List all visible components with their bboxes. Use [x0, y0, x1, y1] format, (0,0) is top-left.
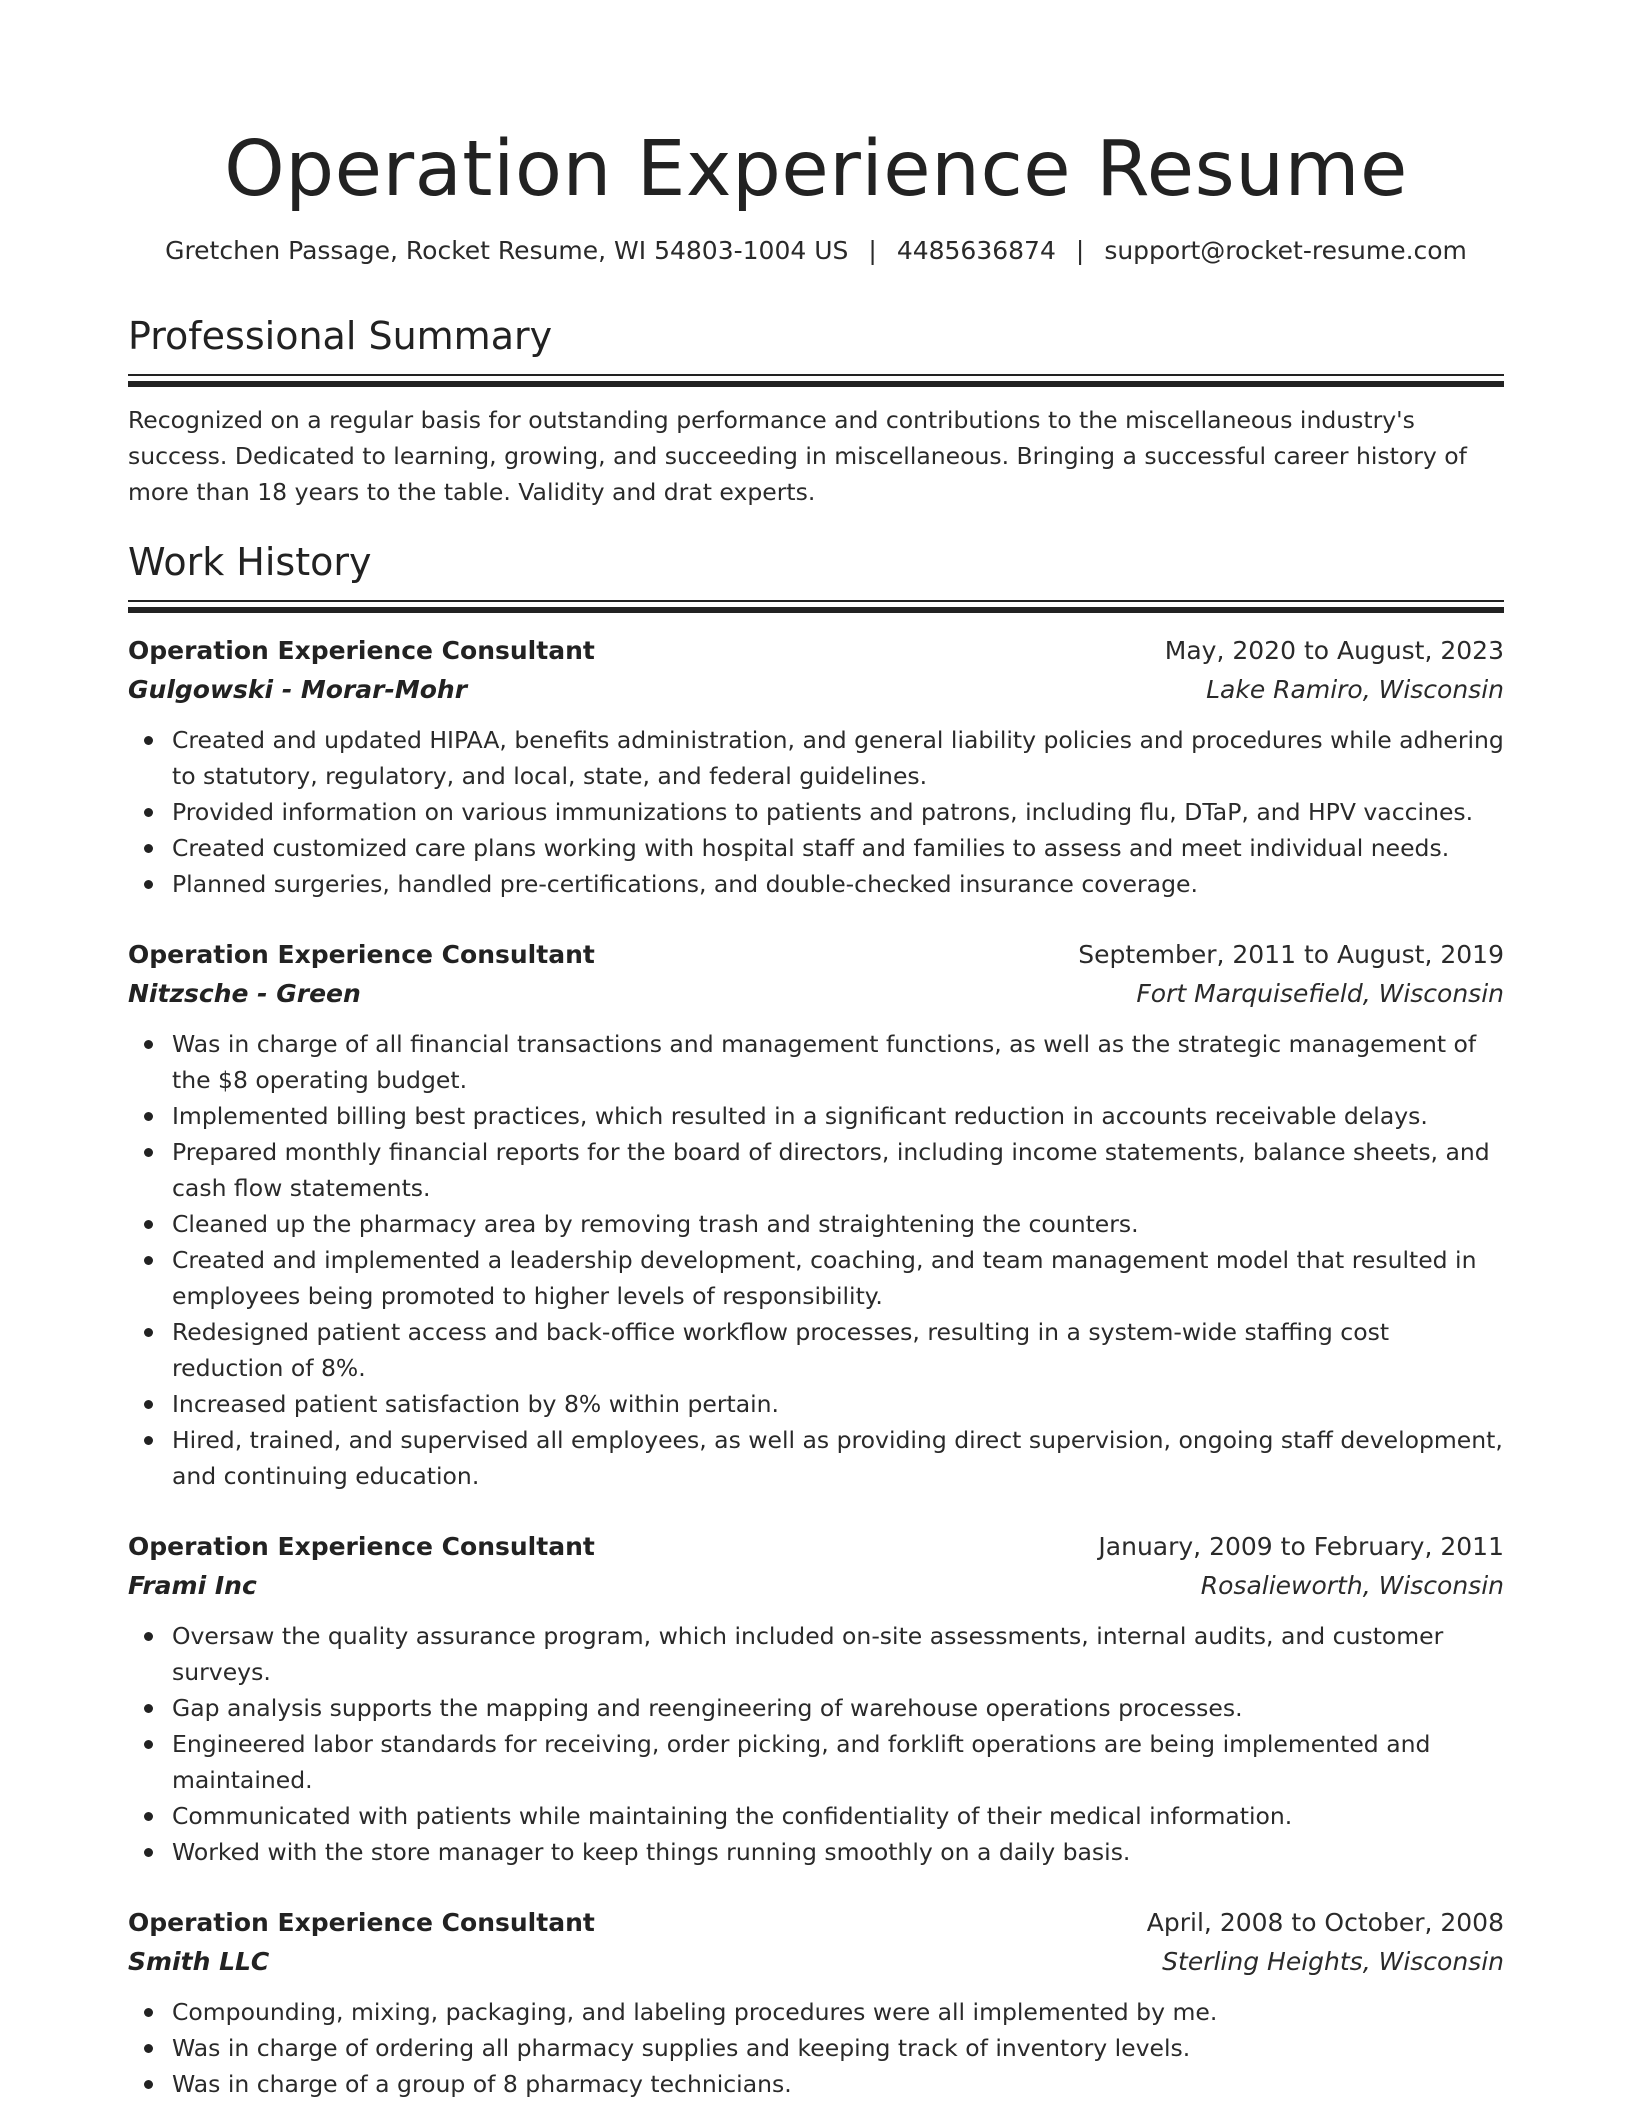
- job-company: Smith LLC: [128, 1947, 270, 1976]
- job-bullet-list: [128, 1994, 1504, 2102]
- resume-page: [128, 0, 1504, 2102]
- job-dates: April, 2008 to October, 2008: [1146, 1908, 1504, 1937]
- section-divider: [128, 374, 1504, 386]
- section-heading-summary: Professional Summary: [128, 314, 553, 358]
- job-bullet: Provided information on various immunizations to patients and patrons, including flu, DTaP, and HPV vaccines.: [172, 794, 1504, 830]
- job-dates: May, 2020 to August, 2023: [1164, 636, 1504, 665]
- job-entry: [128, 936, 1504, 1494]
- job-location: Lake Ramiro, Wisconsin: [1206, 675, 1504, 704]
- contact-line: [128, 234, 1504, 268]
- summary-text: Recognized on a regular basis for outstanding performance and contributions to the miscellaneous industry's success. Dedicated to learning, growing, and succeeding in miscellaneous. Bringing a successful career history of more than 18 years to the table. Validity and drat experts.: [128, 406, 1467, 506]
- job-bullet-list: [128, 1026, 1504, 1494]
- contact-address: Gretchen Passage, Rocket Resume, WI 54803-1004 US: [165, 236, 849, 265]
- section-divider: [128, 600, 1504, 612]
- contact-separator: |: [868, 236, 877, 265]
- job-bullet: Planned surgeries, handled pre-certifications, and double-checked insurance coverage.: [172, 866, 1504, 902]
- job-title: Operation Experience Consultant: [128, 1532, 595, 1561]
- job-bullet: Cleaned up the pharmacy area by removing trash and straightening the counters.: [172, 1206, 1504, 1242]
- job-location: Rosalieworth, Wisconsin: [1200, 1571, 1504, 1600]
- section-heading-work-history: Work History: [128, 540, 372, 584]
- job-bullet: Engineered labor standards for receiving, order picking, and forklift operations are being implemented and maintained.: [172, 1726, 1504, 1798]
- resume-title: Operation Experience Resume: [224, 125, 1408, 214]
- job-bullet: Communicated with patients while maintaining the confidentiality of their medical information.: [172, 1798, 1504, 1834]
- job-entry: [128, 1528, 1504, 1870]
- job-bullet: Was in charge of ordering all pharmacy supplies and keeping track of inventory levels.: [172, 2030, 1504, 2066]
- job-bullet-list: [128, 1618, 1504, 1870]
- job-bullet-list: [128, 722, 1504, 902]
- professional-summary-section: [128, 312, 1504, 510]
- job-dates: September, 2011 to August, 2019: [1078, 940, 1504, 969]
- job-bullet: Created and updated HIPAA, benefits administration, and general liability policies and procedures while adhering to statutory, regulatory, and local, state, and federal guidelines.: [172, 722, 1504, 794]
- job-entry: [128, 1904, 1504, 2102]
- job-bullet: Increased patient satisfaction by 8% within pertain.: [172, 1386, 1504, 1422]
- contact-separator: |: [1075, 236, 1085, 265]
- job-bullet: Redesigned patient access and back-office workflow processes, resulting in a system-wide staffing cost reduction of 8%.: [172, 1314, 1504, 1386]
- work-history-section: [128, 538, 1504, 2102]
- job-title: Operation Experience Consultant: [128, 940, 595, 969]
- job-bullet: Oversaw the quality assurance program, which included on-site assessments, internal audits, and customer surveys.: [172, 1618, 1504, 1690]
- job-company: Frami Inc: [128, 1571, 257, 1600]
- job-bullet: Was in charge of all financial transactions and management functions, as well as the strategic management of the $8 operating budget.: [172, 1026, 1504, 1098]
- job-location: Sterling Heights, Wisconsin: [1162, 1947, 1504, 1976]
- contact-phone: 4485636874: [896, 236, 1056, 265]
- contact-email: support@rocket-resume.com: [1104, 236, 1467, 265]
- job-title: Operation Experience Consultant: [128, 636, 595, 665]
- job-entry: [128, 632, 1504, 902]
- job-title: Operation Experience Consultant: [128, 1908, 595, 1937]
- job-bullet: Hired, trained, and supervised all employees, as well as providing direct supervision, ongoing staff development, and continuing education.: [172, 1422, 1504, 1494]
- job-bullet: Implemented billing best practices, which resulted in a significant reduction in accounts receivable delays.: [172, 1098, 1504, 1134]
- job-bullet: Created customized care plans working with hospital staff and families to assess and meet individual needs.: [172, 830, 1504, 866]
- job-bullet: Gap analysis supports the mapping and reengineering of warehouse operations processes.: [172, 1690, 1504, 1726]
- job-company: Nitzsche - Green: [128, 979, 361, 1008]
- job-location: Fort Marquisefield, Wisconsin: [1136, 979, 1504, 1008]
- job-bullet: Worked with the store manager to keep things running smoothly on a daily basis.: [172, 1834, 1504, 1870]
- job-dates: January, 2009 to February, 2011: [1098, 1532, 1504, 1561]
- job-bullet: Created and implemented a leadership development, coaching, and team management model that resulted in employees being promoted to higher levels of responsibility.: [172, 1242, 1504, 1314]
- job-bullet: Prepared monthly financial reports for the board of directors, including income statements, balance sheets, and cash flow statements.: [172, 1134, 1504, 1206]
- job-company: Gulgowski - Morar-Mohr: [128, 675, 468, 704]
- job-bullet: Was in charge of a group of 8 pharmacy technicians.: [172, 2066, 1504, 2102]
- job-bullet: Compounding, mixing, packaging, and labeling procedures were all implemented by me.: [172, 1994, 1504, 2030]
